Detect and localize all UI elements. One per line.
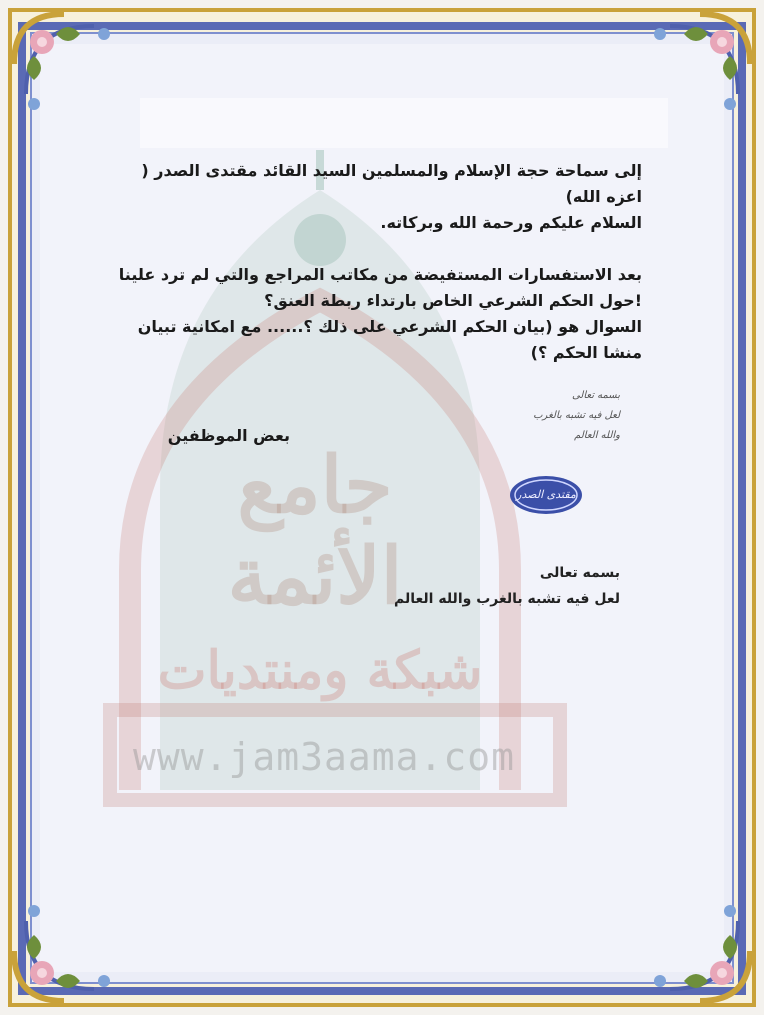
watermark-url: www.jam3aama.com (132, 735, 516, 779)
letter-body (118, 158, 642, 366)
handwritten-line: لعل فيه تشبه بالغرب (533, 410, 620, 421)
watermark-subtitle: شبكة ومنتديات (157, 640, 483, 701)
blank-header-band (140, 98, 668, 148)
question-line: السوال هو (بيان الحكم الشرعي على ذلك ؟...... مع امكانية تبيان منشا الحكم ؟) (137, 317, 642, 362)
reply-line: لعل فيه تشبه بالغرب والله العالم (394, 591, 620, 607)
reply-text (380, 560, 620, 612)
reply-line: بسمه تعالى (539, 565, 620, 581)
greeting-line: السلام عليكم ورحمة الله وبركاته. (380, 213, 642, 232)
handwritten-line: والله العالم (574, 430, 620, 441)
watermark-title: جامع الأئمة (227, 440, 403, 622)
sender-signature: بعض الموظفين (167, 426, 290, 445)
question-paragraph: بعد الاستفسارات المستفيضة من مكاتب المراجع والتي لم ترد علينا !حول الحكم الشرعي الخاص بارتداء ربطة العنق؟ (118, 265, 642, 310)
handwritten-note (462, 386, 620, 456)
salutation-line: إلى سماحة حجة الإسلام والمسلمين السيد القائد مقتدى الصدر ( اعزه الله) (141, 161, 642, 206)
handwritten-line: بسمه تعالى (571, 390, 620, 401)
seal-text: مقتدى الصدر (516, 488, 576, 501)
